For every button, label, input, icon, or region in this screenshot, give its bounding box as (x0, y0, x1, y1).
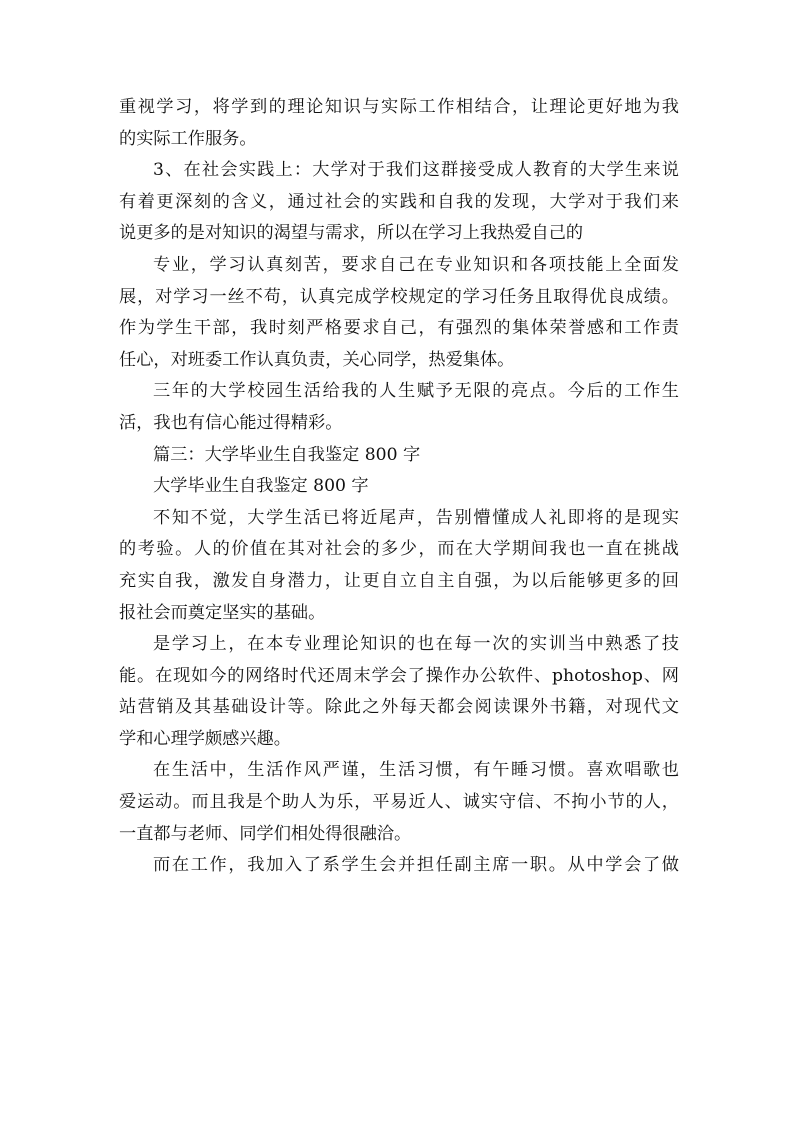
text-line: 爱运动。而且我是个助人为乐，平易近人、诚实守信、不拘小节的人， (119, 792, 679, 813)
text-line: 能。在现如今的网络时代还周末学会了操作办公软件、photoshop、网 (119, 665, 679, 686)
text-line: 活，我也有信心能过得精彩。 (119, 412, 343, 433)
text-line: 在生活中，生活作风严谨，生活习惯，有午睡习惯。喜欢唱歌也 (153, 760, 679, 781)
section-heading: 篇三：大学毕业生自我鉴定 800 字 (153, 444, 421, 465)
text-line: 学和心理学颇感兴趣。 (119, 728, 291, 749)
text-line: 充实自我，激发自身潜力，让更自立自主自强，为以后能够更多的回 (119, 570, 679, 591)
text-line: 是学习上，在本专业理论知识的也在每一次的实训当中熟悉了技 (153, 634, 679, 655)
text-line: 站营销及其基础设计等。除此之外每天都会阅读课外书籍，对现代文 (119, 697, 679, 718)
text-line: 作为学生干部，我时刻严格要求自己，有强烈的集体荣誉感和工作责 (119, 318, 679, 339)
text-line: 三年的大学校园生活给我的人生赋予无限的亮点。今后的工作生 (153, 381, 679, 402)
section-title: 大学毕业生自我鉴定 800 字 (153, 476, 369, 497)
text-line: 3、在社会实践上：大学对于我们这群接受成人教育的大学生来说 (153, 160, 679, 181)
text-line: 报社会而奠定坚实的基础。 (119, 602, 326, 623)
text-line: 说更多的是对知识的渴望与需求，所以在学习上我热爱自己的 (119, 223, 584, 244)
text-line: 不知不觉，大学生活已将近尾声，告别懵懂成人礼即将的是现实 (153, 507, 679, 528)
text-line: 的实际工作服务。 (119, 128, 257, 149)
text-line: 而在工作，我加入了系学生会并担任副主席一职。从中学会了做 (153, 855, 679, 876)
text-line: 专业，学习认真刻苦，要求自己在专业知识和各项技能上全面发 (153, 254, 679, 275)
text-line: 展，对学习一丝不苟，认真完成学校规定的学习任务且取得优良成绩。 (119, 286, 679, 307)
document-body (119, 92, 679, 882)
text-line: 有着更深刻的含义，通过社会的实践和自我的发现，大学对于我们来 (119, 191, 679, 212)
text-line: 的考验。人的价值在其对社会的多少，而在大学期间我也一直在挑战 (119, 539, 679, 560)
text-line: 一直都与老师、同学们相处得很融洽。 (119, 823, 412, 844)
text-line: 重视学习，将学到的理论知识与实际工作相结合，让理论更好地为我 (119, 97, 679, 117)
text-line: 任心，对班委工作认真负责，关心同学，热爱集体。 (119, 349, 515, 370)
